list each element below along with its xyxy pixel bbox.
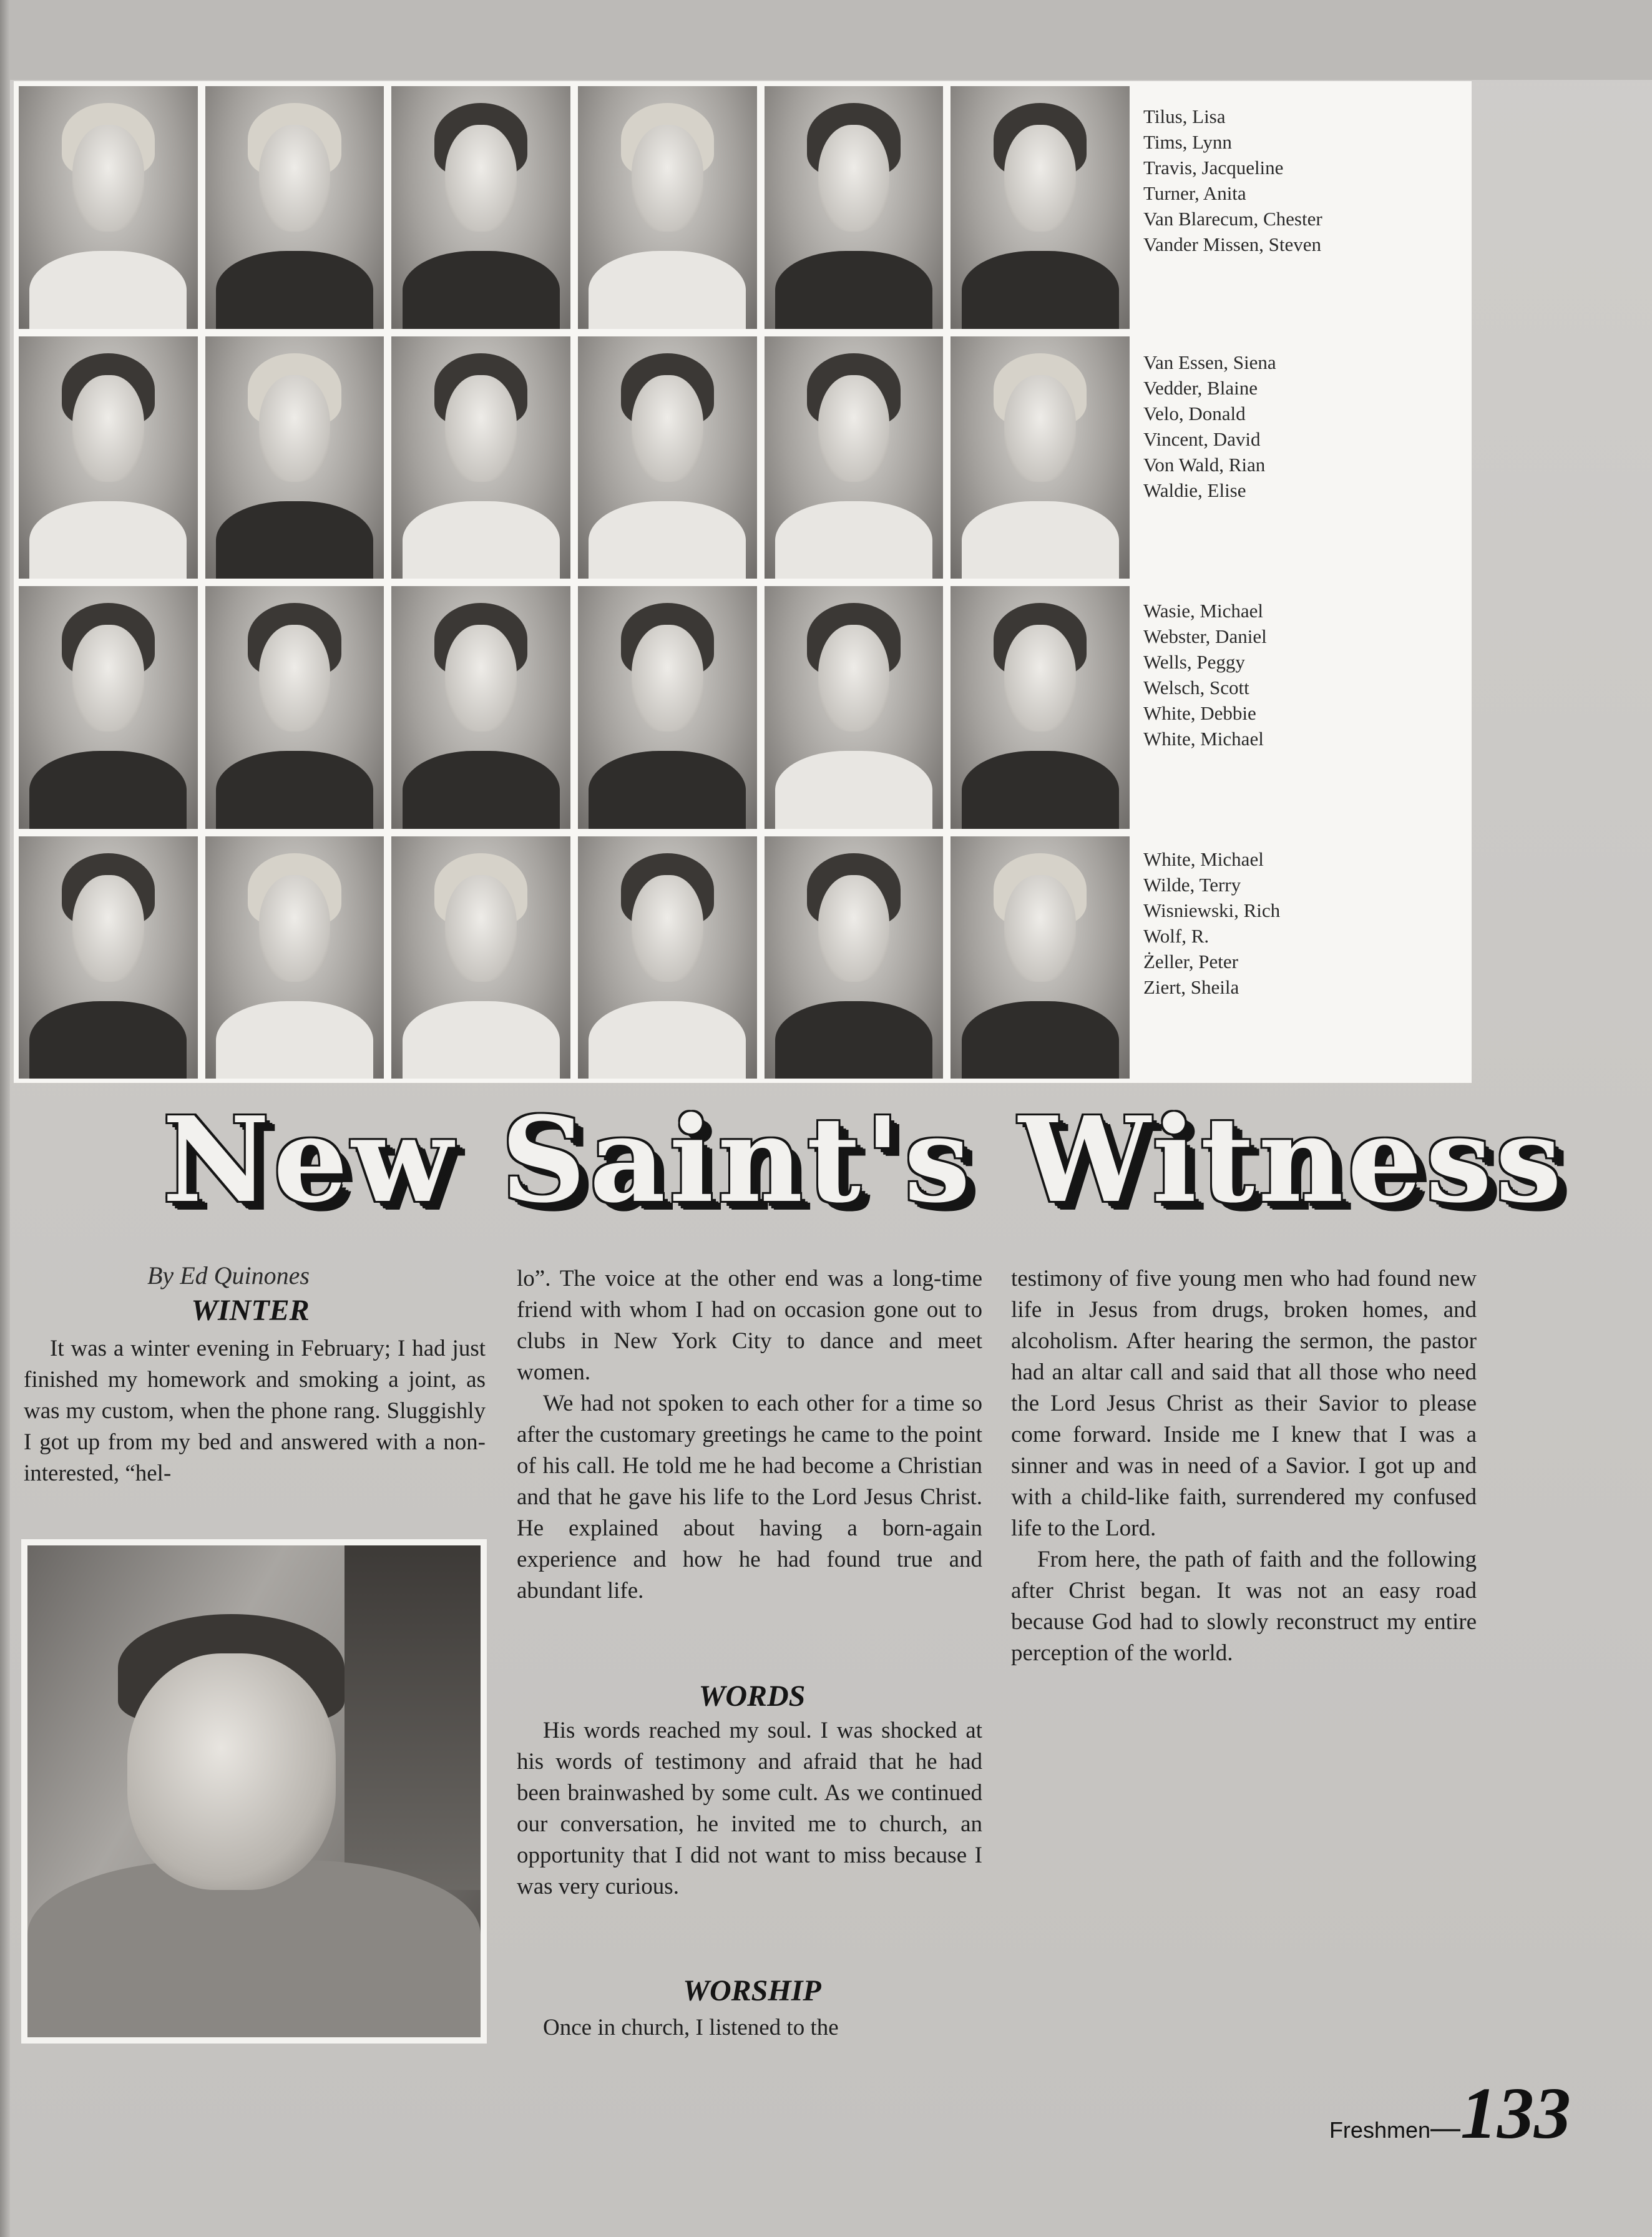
student-name: Waldie, Elise bbox=[1143, 479, 1246, 501]
portrait-photo bbox=[765, 586, 944, 829]
paragraph: lo”. The voice at the other end was a long-time friend with whom I had on occasion gone out to clubs in New York City to dance and meet women. bbox=[517, 1266, 982, 1385]
name-list-row-4 bbox=[1143, 846, 1455, 1000]
page-number: 133 bbox=[1460, 2072, 1571, 2154]
page-top-margin bbox=[0, 0, 1652, 80]
student-name: Vedder, Blaine bbox=[1143, 377, 1258, 399]
student-name: Tilus, Lisa bbox=[1143, 105, 1226, 127]
portrait-photo bbox=[205, 86, 384, 329]
article-column-2-cont bbox=[517, 1715, 982, 1902]
paragraph: We had not spoken to each other for a time so after the customary greetings he came to the point of his call. He told me he had become a Christian and that he gave his life to the Lord Jesus Christ. He explained about having a born-again experience and how he had found true and abundant life. bbox=[517, 1391, 982, 1603]
article-photo bbox=[21, 1539, 487, 2044]
student-name: White, Michael bbox=[1143, 848, 1264, 870]
student-name: Wells, Peggy bbox=[1143, 651, 1245, 673]
subhead-worship: WORSHIP bbox=[683, 1974, 821, 2007]
student-name: Welsch, Scott bbox=[1143, 677, 1249, 698]
paragraph: It was a winter evening in February; I had just finished my homework and smoking a joint, as was my custom, when the phone rang. Sluggishly I got up from my bed and answered with a non-interested, “hel- bbox=[24, 1336, 486, 1486]
portrait-photo bbox=[578, 586, 757, 829]
portrait-panel bbox=[14, 81, 1472, 1083]
paragraph: Once in church, I listened to the bbox=[543, 2015, 839, 2040]
portrait-photo bbox=[951, 836, 1130, 1079]
student-name: Turner, Anita bbox=[1143, 182, 1246, 204]
portrait-photo bbox=[19, 586, 198, 829]
article-column-3 bbox=[1011, 1263, 1477, 1669]
portrait-photo bbox=[578, 86, 757, 329]
student-name: White, Debbie bbox=[1143, 702, 1256, 724]
portrait-photo bbox=[391, 586, 570, 829]
page-folio bbox=[1329, 2071, 1571, 2156]
page-binding-edge bbox=[0, 0, 10, 2237]
paragraph: testimony of five young men who had found new life in Jesus from drugs, broken homes, and alcoholism. After hearing the sermon, the pastor had an altar call and said that all those who need the Lord Jesus Christ as their Savior to please come forward. Inside me I knew that I was a sinner and was in need of a Savior. I got up and with a child-like faith, surrendered my confused life to the Lord. bbox=[1011, 1266, 1477, 1541]
student-name: Vincent, David bbox=[1143, 428, 1261, 450]
student-name: Vander Missen, Steven bbox=[1143, 233, 1321, 255]
name-list-row-1 bbox=[1143, 104, 1455, 257]
student-name: Wilde, Terry bbox=[1143, 874, 1241, 896]
student-name: Van Blarecum, Chester bbox=[1143, 208, 1322, 230]
portrait-photo bbox=[578, 336, 757, 579]
photo-of-smiling-man bbox=[27, 1545, 481, 2037]
student-name: Tims, Lynn bbox=[1143, 131, 1232, 153]
paragraph: His words reached my soul. I was shocked at his words of testimony and afraid that he had been brainwashed by some cult. As we continued our conversation, he invited me to church, an opportunity that I did not want to miss because I was very curious. bbox=[517, 1718, 982, 1899]
section-name: Freshmen bbox=[1329, 2117, 1430, 2143]
student-name: Van Essen, Siena bbox=[1143, 351, 1276, 373]
portrait-photo bbox=[765, 336, 944, 579]
portrait-photo bbox=[391, 336, 570, 579]
portrait-photo bbox=[19, 336, 198, 579]
portrait-photo bbox=[951, 86, 1130, 329]
student-name: Webster, Daniel bbox=[1143, 625, 1267, 647]
student-name: Żeller, Peter bbox=[1143, 951, 1238, 972]
student-name: Wasie, Michael bbox=[1143, 600, 1264, 622]
name-list-row-3 bbox=[1143, 598, 1455, 751]
student-name: Travis, Jacqueline bbox=[1143, 157, 1284, 179]
portrait-photo bbox=[765, 86, 944, 329]
portrait-photo bbox=[19, 836, 198, 1079]
subhead-words: WORDS bbox=[698, 1680, 806, 1713]
byline: By Ed Quinones bbox=[147, 1261, 310, 1290]
name-list-row-2 bbox=[1143, 350, 1455, 503]
article-headline: New Saint's Witness bbox=[162, 1091, 1566, 1229]
portrait-photo bbox=[951, 586, 1130, 829]
student-name: Von Wald, Rian bbox=[1143, 454, 1266, 476]
article-column-2 bbox=[517, 1263, 982, 1607]
portrait-photo bbox=[951, 336, 1130, 579]
paragraph: From here, the path of faith and the following after Christ began. It was not an easy road because God had to slowly reconstruct my entire perception of the world. bbox=[1011, 1547, 1477, 1666]
subhead-winter: WINTER bbox=[191, 1294, 310, 1327]
portrait-photo bbox=[19, 86, 198, 329]
portrait-photo bbox=[765, 836, 944, 1079]
student-name: Ziert, Sheila bbox=[1143, 976, 1239, 998]
portrait-photo bbox=[205, 336, 384, 579]
student-name: White, Michael bbox=[1143, 728, 1264, 750]
article-column-1 bbox=[24, 1333, 486, 1489]
student-name: Velo, Donald bbox=[1143, 403, 1246, 424]
article-column-2-end bbox=[517, 2012, 982, 2044]
portrait-photo bbox=[578, 836, 757, 1079]
portrait-grid bbox=[19, 86, 1130, 1079]
student-name: Wisniewski, Rich bbox=[1143, 899, 1281, 921]
student-name: Wolf, R. bbox=[1143, 925, 1210, 947]
portrait-photo bbox=[205, 836, 384, 1079]
folio-dash: — bbox=[1430, 2112, 1460, 2145]
portrait-photo bbox=[391, 86, 570, 329]
portrait-photo bbox=[391, 836, 570, 1079]
portrait-photo bbox=[205, 586, 384, 829]
